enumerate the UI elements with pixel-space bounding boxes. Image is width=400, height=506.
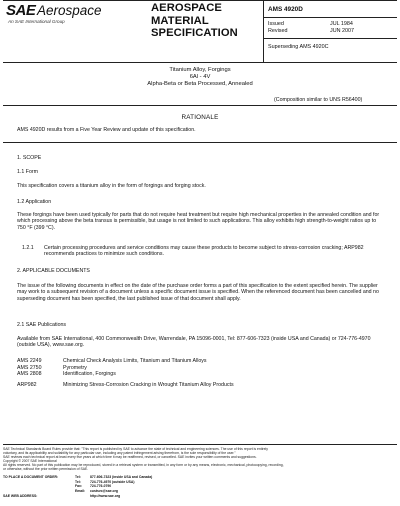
- application-text: These forgings have been used typically for parts that do not require heat treatment but require high mechanical properties in the annealed condition and for which processing above the beta transus is permissible, but usage is not limited to such applications. This alloy exhibits high strength-to-weight ratios up to 750 °F (399 °C).: [17, 212, 380, 231]
- footer-line: All rights reserved. No part of this publication may be reproduced, stored in a retrieval system or transmitted, in any form or by any means, electronic, mechanical, photocopying, recording,: [3, 463, 284, 468]
- tel1-label: Tel:: [75, 475, 81, 479]
- web-address-label: SAE WEB ADDRESS:: [3, 494, 38, 498]
- footer-copyright: Copyright © 2007 SAE International: [3, 459, 57, 464]
- reference-row: [17, 382, 234, 388]
- specification-title: [0, 67, 400, 89]
- scope-heading: 1. SCOPE: [17, 155, 42, 161]
- issued-label: Issued: [268, 21, 284, 27]
- form-text: This specification covers a titanium alloy in the form of forgings and forging stock.: [17, 183, 206, 189]
- composition-note: (Composition similar to UNS R56400): [274, 97, 363, 103]
- fax-value: 724-776-0790: [90, 484, 112, 488]
- title-bottom-rule: [3, 105, 397, 106]
- revised-date: JUN 2007: [330, 28, 354, 34]
- reference-row: [17, 365, 87, 371]
- reference-row: [17, 358, 207, 364]
- footer-notice: [3, 447, 398, 472]
- reference-code: ARP982: [17, 382, 37, 388]
- tel2-label: Tel:: [75, 479, 81, 484]
- footer-line: or otherwise, without the prior written permission of SAE.: [3, 467, 89, 472]
- rationale-rule: [3, 142, 397, 143]
- header-bottom-rule: [3, 62, 397, 63]
- document-type-title: [151, 2, 241, 40]
- docnum-rule: [263, 17, 397, 18]
- spec-title-line-3: Alpha-Beta or Beta Processed, Annealed: [147, 81, 253, 88]
- note-number: 1.2.1: [22, 245, 34, 251]
- logo-tagline: An SAE International Group: [8, 19, 65, 24]
- footer-rule: [3, 444, 397, 445]
- sae-publications-text: Available from SAE International, 400 Commonwealth Drive, Warrendale, PA 15096-0001, Tel: 877-606-7323 (inside USA and Canada) or 724-776-4970 (outside USA), www.sae.org.: [17, 336, 371, 349]
- header-divider: [263, 0, 264, 62]
- tel1-value: 877-606-7323 (inside USA and Canada): [90, 475, 153, 479]
- reference-code: AMS 2750: [17, 364, 42, 371]
- sae-publications-heading: 2.1 SAE Publications: [17, 322, 67, 328]
- web-address-link[interactable]: http://www.sae.org: [90, 494, 121, 498]
- title-line-1: AEROSPACE: [151, 2, 222, 14]
- footer-line: SAE Technical Standards Board Rules provide that: "This report is published by SAE to advance the state of technical and engineering sciences. The use of this report is entirely: [3, 447, 268, 451]
- application-heading: 1.2 Application: [17, 199, 52, 205]
- reference-code: AMS 2808: [17, 371, 42, 377]
- dates-rule: [263, 38, 397, 39]
- reference-title: Pyrometry: [63, 364, 87, 371]
- note-text: Certain processing procedures and service conditions may cause these products to become subject to stress-corrosion cracking; ARP982 recommends practices to minimize such conditions.: [44, 245, 364, 258]
- issued-date: JUL 1984: [330, 21, 353, 27]
- superseding-note: Superseding AMS 4920C: [268, 44, 329, 50]
- form-heading: 1.1 Form: [17, 169, 39, 175]
- spec-title-line-1: Titanium Alloy, Forgings: [169, 67, 231, 73]
- logo-product: Aerospace: [37, 3, 102, 18]
- rationale-heading: RATIONALE: [181, 114, 219, 121]
- email-label: Email:: [75, 488, 86, 493]
- reference-title: Identification, Forgings: [63, 371, 116, 377]
- spec-title-line-2: 6Al - 4V: [189, 74, 211, 81]
- reference-row: [17, 371, 116, 377]
- applicable-documents-intro: The issue of the following documents in effect on the date of the purchase order forms a part of this specification to the extent specified herein. The supplier may work to a subsequent revision of a document unless a specific document issue is specified. When the referenced document has been cancelled and no superseding document has been specified, the last published issue of that document shall apply.: [17, 283, 379, 302]
- applicable-documents-heading: 2. APPLICABLE DOCUMENTS: [17, 268, 90, 274]
- document-number: AMS 4920D: [268, 6, 303, 13]
- sae-aerospace-logo: [6, 2, 146, 28]
- header-top-rule: [3, 0, 397, 1]
- reference-title: Minimizing Stress-Corrosion Cracking in Wrought Titanium Alloy Products: [63, 382, 234, 388]
- footer-line: voluntary, and its applicability and suitability for any particular use, including any patent infringement arising therefrom, is the sole responsibility of the user.": [3, 451, 236, 456]
- title-line-3: SPECIFICATION: [151, 27, 238, 40]
- rationale-text: AMS 4920D results from a Five Year Review and update of this specification.: [17, 127, 196, 133]
- footer-line: SAE reviews each technical report at least every five years at which time it may be reaffirmed, revised, or cancelled. SAE invites your written comments and suggestions.: [3, 455, 257, 460]
- tel2-value: 724-776-4970 (outside USA): [90, 479, 135, 484]
- order-label: TO PLACE A DOCUMENT ORDER:: [3, 475, 59, 479]
- email-link[interactable]: custsvc@sae.org: [90, 488, 118, 493]
- logo-brand: SAE: [6, 2, 36, 19]
- reference-title: Chemical Check Analysis Limits, Titanium and Titanium Alloys: [63, 358, 207, 364]
- reference-code: AMS 2249: [17, 358, 42, 364]
- revised-label: Revised: [268, 28, 288, 34]
- title-line-2: MATERIAL: [151, 14, 209, 27]
- fax-label: Fax:: [75, 484, 82, 488]
